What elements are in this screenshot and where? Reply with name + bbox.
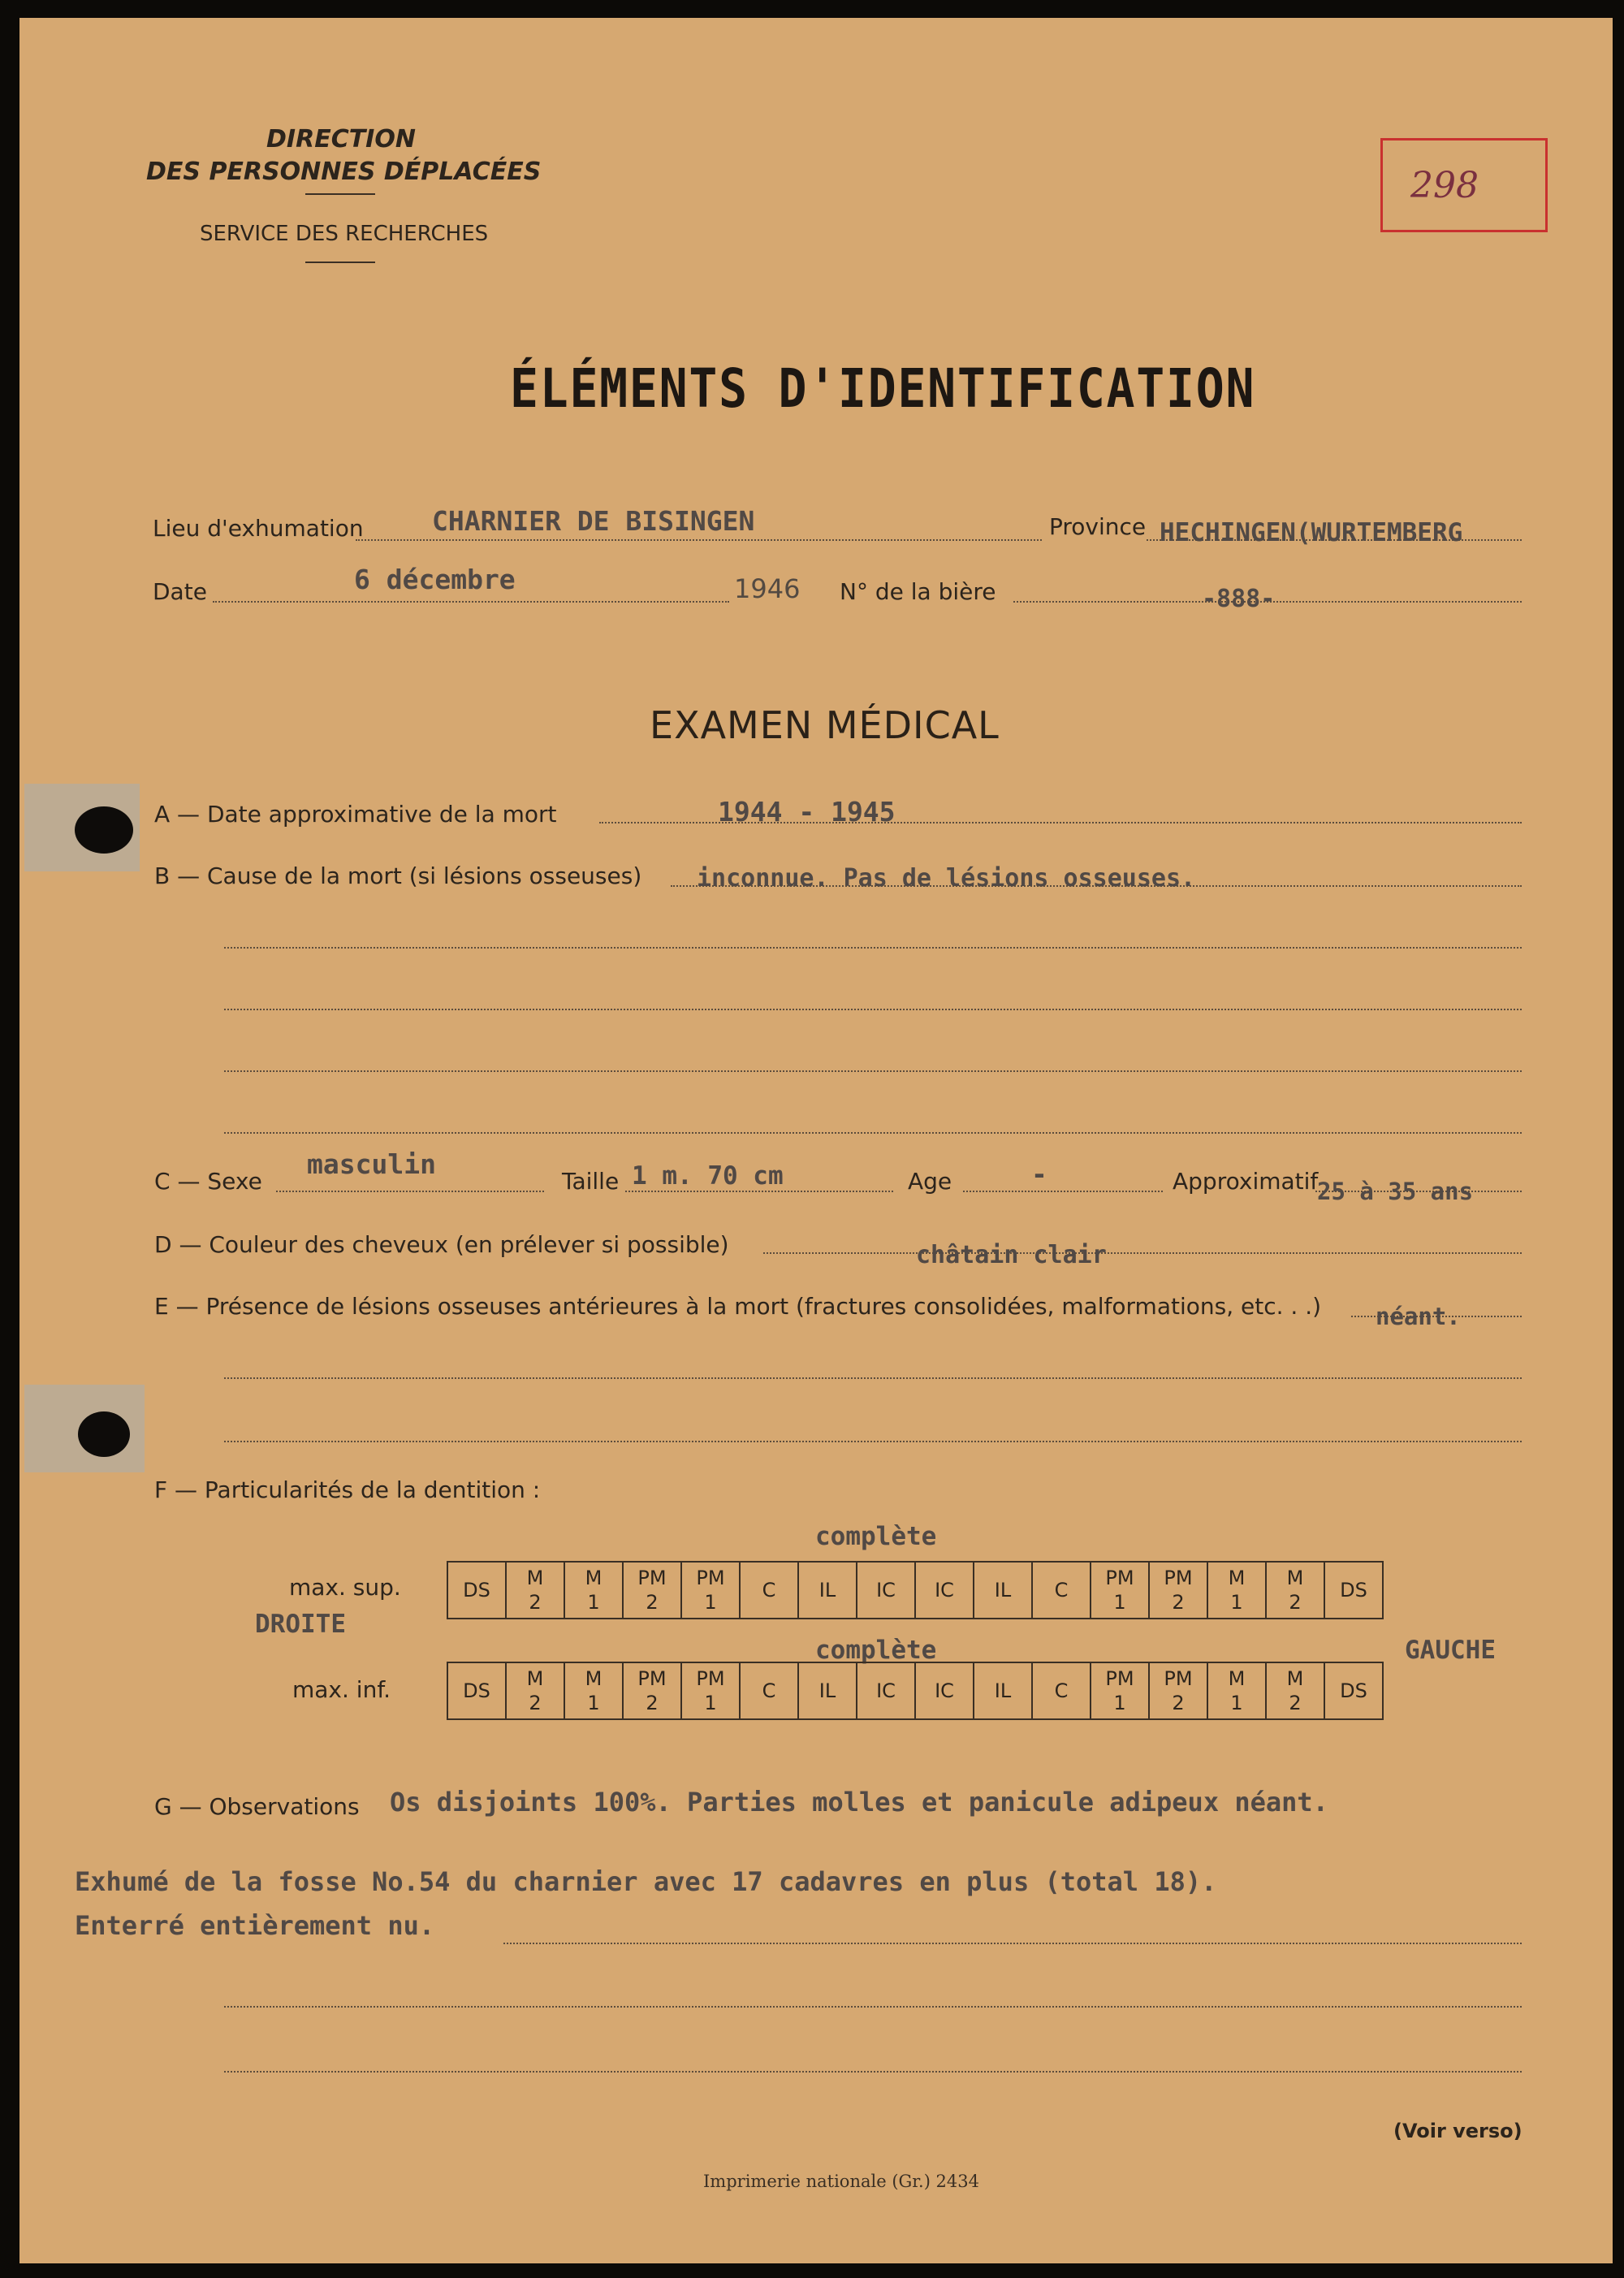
- dotted-line: [224, 2071, 1522, 2073]
- tooth-type: PM: [1164, 1567, 1193, 1589]
- tooth-type: M: [585, 1667, 603, 1690]
- tooth-number: 1: [1230, 1591, 1243, 1614]
- tooth-number: 1: [1113, 1591, 1126, 1614]
- lieu-value: CHARNIER DE BISINGEN: [432, 505, 755, 537]
- tooth-number: 2: [1289, 1692, 1302, 1714]
- dotted-line: [276, 1191, 544, 1192]
- date-label: Date: [153, 578, 207, 605]
- tooth-type: PM: [637, 1667, 667, 1690]
- tooth-type: IC: [935, 1579, 954, 1602]
- tooth-cell: [1091, 1662, 1149, 1719]
- tooth-cell: [564, 1562, 623, 1619]
- exam-e-label: E — Présence de lésions osseuses antérieures à la mort (fractures consolidées, malformations, etc. . .): [154, 1293, 1322, 1320]
- tooth-cell: [506, 1562, 564, 1619]
- tooth-type: DS: [463, 1579, 490, 1602]
- tooth-type: M: [585, 1567, 603, 1589]
- tooth-type: IL: [818, 1579, 836, 1602]
- dentition-sup-note: complète: [815, 1522, 937, 1551]
- exam-c-age-label: Age: [908, 1168, 952, 1195]
- tooth-cell: [915, 1662, 974, 1719]
- observations-line3: Enterré entièrement nu.: [75, 1910, 435, 1941]
- tooth-cell: [1149, 1562, 1207, 1619]
- punch-hole: [78, 1411, 130, 1457]
- biere-label: N° de la bière: [840, 578, 996, 605]
- dentition-inf-label: max. inf.: [292, 1676, 391, 1703]
- exam-c-taille-label: Taille: [562, 1168, 620, 1195]
- tooth-type: M: [1286, 1567, 1304, 1589]
- exam-c-sexe-value: masculin: [307, 1148, 436, 1180]
- dentition-upper-chart: [447, 1561, 1384, 1619]
- tooth-cell: [1266, 1562, 1324, 1619]
- tooth-type: PM: [1164, 1667, 1193, 1690]
- dotted-line: [224, 1009, 1522, 1010]
- tooth-type: IC: [876, 1679, 896, 1702]
- tooth-cell: [740, 1662, 798, 1719]
- tooth-number: 2: [529, 1692, 542, 1714]
- tooth-type: IC: [876, 1579, 896, 1602]
- exam-d-value: châtain clair: [916, 1241, 1107, 1269]
- dotted-line: [224, 1441, 1522, 1442]
- tooth-cell: [857, 1562, 915, 1619]
- tooth-type: IC: [935, 1679, 954, 1702]
- voir-verso: (Voir verso): [1393, 2120, 1522, 2142]
- tooth-type: M: [526, 1667, 544, 1690]
- tooth-cell: [1207, 1562, 1266, 1619]
- header-service: SERVICE DES RECHERCHES: [200, 222, 489, 246]
- exam-d-label: D — Couleur des cheveux (en prélever si possible): [154, 1231, 729, 1258]
- dotted-line: [503, 1943, 1522, 1944]
- exam-e-value: néant.: [1376, 1303, 1461, 1330]
- tooth-type: PM: [1105, 1667, 1134, 1690]
- dentition-left-side: DROITE: [255, 1610, 346, 1639]
- exam-c-approx-label: Approximatif: [1173, 1168, 1319, 1195]
- tooth-cell: [623, 1662, 681, 1719]
- tooth-cell: [681, 1662, 740, 1719]
- exam-g-label: G — Observations: [154, 1793, 360, 1820]
- exam-c-approx-value: 25 à 35 ans: [1317, 1178, 1474, 1205]
- page-title: ÉLÉMENTS D'IDENTIFICATION: [510, 357, 1256, 420]
- header-rule: [305, 262, 375, 263]
- tooth-type: C: [762, 1579, 776, 1602]
- tooth-cell: [974, 1662, 1032, 1719]
- tooth-cell: [1324, 1562, 1383, 1619]
- date-value: 6 décembre: [354, 564, 516, 595]
- province-value: HECHINGEN(WURTEMBERG: [1160, 518, 1463, 547]
- tooth-number: 1: [704, 1591, 717, 1614]
- tooth-number: 1: [1113, 1692, 1126, 1714]
- file-number-stamp: 298: [1380, 138, 1548, 232]
- tooth-number: 1: [587, 1692, 600, 1714]
- tooth-number: 2: [646, 1591, 659, 1614]
- dentition-lower-chart: [447, 1662, 1384, 1720]
- tooth-cell: [798, 1562, 857, 1619]
- tooth-cell: [506, 1662, 564, 1719]
- tooth-cell: [1324, 1662, 1383, 1719]
- tooth-cell: [681, 1562, 740, 1619]
- tooth-type: C: [1054, 1579, 1069, 1602]
- dotted-line: [224, 1070, 1522, 1072]
- tooth-number: 1: [587, 1591, 600, 1614]
- tooth-type: C: [1054, 1679, 1069, 1702]
- tooth-cell: [564, 1662, 623, 1719]
- exam-f-label: F — Particularités de la dentition :: [154, 1476, 541, 1503]
- observations-line2: Exhumé de la fosse No.54 du charnier avec 17 cadavres en plus (total 18).: [75, 1866, 1217, 1897]
- tooth-number: 1: [704, 1692, 717, 1714]
- tooth-type: PM: [696, 1567, 725, 1589]
- printer-imprint: Imprimerie nationale (Gr.) 2434: [703, 2172, 979, 2191]
- exam-title: EXAMEN MÉDICAL: [650, 703, 1000, 747]
- tooth-cell: [1032, 1662, 1091, 1719]
- exam-c-age-value: -: [1031, 1158, 1047, 1190]
- lieu-label: Lieu d'exhumation: [153, 515, 364, 542]
- header-direction: DIRECTION: [266, 125, 416, 153]
- tooth-cell: [974, 1562, 1032, 1619]
- tooth-type: PM: [637, 1567, 667, 1589]
- tooth-cell: [623, 1562, 681, 1619]
- tooth-number: 2: [1172, 1591, 1185, 1614]
- exam-b-label: B — Cause de la mort (si lésions osseuses): [154, 862, 642, 889]
- tooth-number: 2: [1172, 1692, 1185, 1714]
- dentition-inf-note: complète: [815, 1636, 937, 1665]
- tooth-type: C: [762, 1679, 776, 1702]
- dotted-line: [224, 1377, 1522, 1379]
- tooth-cell: [1207, 1662, 1266, 1719]
- dotted-line: [356, 539, 1042, 541]
- dotted-line: [763, 1252, 1522, 1254]
- exam-b-value: inconnue. Pas de lésions osseuses.: [697, 864, 1196, 893]
- tooth-cell: [447, 1662, 506, 1719]
- tooth-type: DS: [1340, 1579, 1367, 1602]
- year-value: 1946: [734, 573, 801, 604]
- tooth-number: 2: [529, 1591, 542, 1614]
- exam-a-value: 1944 - 1945: [718, 796, 896, 828]
- dotted-line: [224, 947, 1522, 949]
- tooth-cell: [1266, 1662, 1324, 1719]
- exam-a-label: A — Date approximative de la mort: [154, 801, 557, 828]
- tooth-number: 2: [1289, 1591, 1302, 1614]
- dentition-right-side: GAUCHE: [1405, 1636, 1496, 1665]
- tooth-cell: [1091, 1562, 1149, 1619]
- observations-line1: Os disjoints 100%. Parties molles et panicule adipeux néant.: [390, 1787, 1328, 1818]
- tooth-type: M: [1228, 1667, 1246, 1690]
- tooth-cell: [798, 1662, 857, 1719]
- tooth-cell: [1032, 1562, 1091, 1619]
- punch-hole: [75, 806, 133, 854]
- exam-c-taille-value: 1 m. 70 cm: [632, 1161, 784, 1191]
- tooth-type: M: [526, 1567, 544, 1589]
- tooth-type: PM: [1105, 1567, 1134, 1589]
- dotted-line: [213, 601, 729, 603]
- dotted-line: [224, 2006, 1522, 2008]
- tooth-cell: [1149, 1662, 1207, 1719]
- tooth-type: DS: [463, 1679, 490, 1702]
- dotted-line: [963, 1191, 1163, 1192]
- header-direction-sub: DES PERSONNES DÉPLACÉES: [146, 158, 542, 186]
- biere-value: -888-: [1202, 585, 1276, 613]
- tooth-cell: [740, 1562, 798, 1619]
- tooth-type: IL: [994, 1679, 1012, 1702]
- tooth-type: DS: [1340, 1679, 1367, 1702]
- dotted-line: [224, 1132, 1522, 1134]
- dentition-sup-label: max. sup.: [289, 1574, 401, 1601]
- exam-c-sexe-label: C — Sexe: [154, 1168, 262, 1195]
- tooth-type: IL: [818, 1679, 836, 1702]
- tooth-cell: [447, 1562, 506, 1619]
- dotted-line: [625, 1191, 893, 1192]
- tooth-number: 1: [1230, 1692, 1243, 1714]
- tooth-cell: [857, 1662, 915, 1719]
- tooth-type: M: [1286, 1667, 1304, 1690]
- province-label: Province: [1049, 513, 1147, 540]
- tooth-type: IL: [994, 1579, 1012, 1602]
- tooth-number: 2: [646, 1692, 659, 1714]
- tooth-type: M: [1228, 1567, 1246, 1589]
- tooth-cell: [915, 1562, 974, 1619]
- tooth-type: PM: [696, 1667, 725, 1690]
- header-rule: [305, 193, 375, 195]
